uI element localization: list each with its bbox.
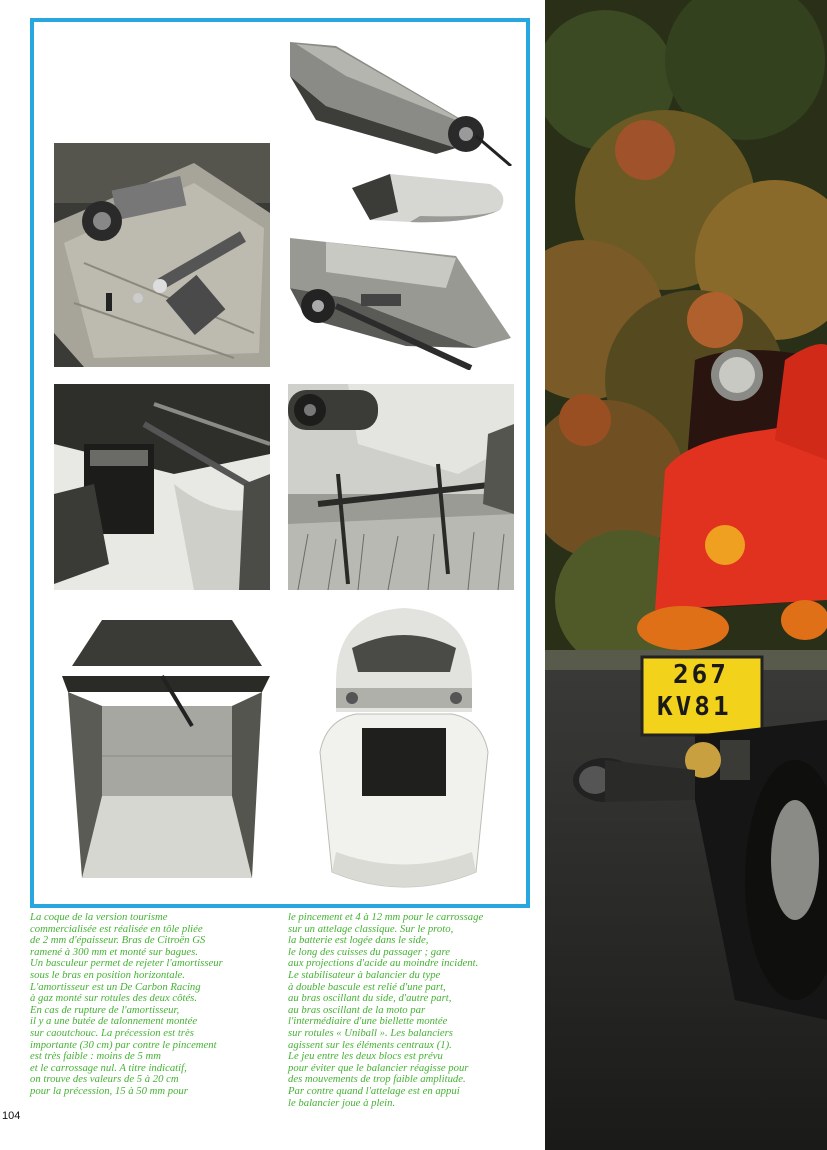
article-column-left — [30, 912, 280, 1098]
text-line: la batterie est logée dans le side, — [288, 934, 429, 947]
text-line: commercialisée est réalisée en tôle pliée — [30, 922, 203, 935]
text-line: le long des cuisses du passager ; gare — [288, 945, 450, 958]
text-line: importante (30 cm) par contre le pincement — [30, 1038, 217, 1051]
text-line: ramené à 300 mm et monté sur bagues. — [30, 945, 199, 958]
text-line: au bras oscillant de la moto par — [288, 1003, 426, 1016]
text-line: des mouvements de trop faible amplitude. — [288, 1073, 466, 1086]
photo-motorcycle-rear — [545, 0, 827, 1150]
photo-finished-shell — [316, 602, 492, 898]
license-plate-line1: 267 — [673, 660, 729, 690]
text-line: Un basculeur permet de rejeter l'amortisseur — [30, 957, 223, 970]
photo-fairing-nose — [350, 166, 512, 232]
text-line: Le jeu entre les deux blocs est prévu — [288, 1050, 443, 1063]
text-line: agissent sur les éléments centraux (1). — [288, 1038, 452, 1051]
photo-exhaust-linkage — [288, 384, 514, 590]
page-number: 104 — [2, 1110, 21, 1122]
text-line: de 2 mm d'épaisseur. Bras de Citroën GS — [30, 934, 206, 947]
text-line: sur rotules « Uniball ». Les balanciers — [288, 1026, 453, 1039]
text-line: le pincement et 4 à 12 mm pour le carrossage — [288, 911, 484, 923]
photo-battery-compartment — [54, 384, 270, 590]
photo-frame-with-arm — [286, 228, 516, 370]
photo-steel-tub — [62, 616, 270, 886]
text-line: au bras oscillant du side, d'autre part, — [288, 992, 452, 1005]
article-column-right — [288, 912, 538, 1109]
text-line: à double bascule est relié d'une part, — [288, 980, 446, 993]
text-line: sur caoutchouc. La précession est très — [30, 1026, 194, 1039]
text-line: le balancier joue à plein. — [288, 1096, 396, 1109]
text-line: et le carrossage nul. A titre indicatif, — [30, 1061, 187, 1074]
text-line: sous le bras en position horizontale. — [30, 968, 185, 981]
text-line: pour la précession, 15 à 50 mm pour — [30, 1084, 188, 1097]
license-plate-line2: KV81 — [657, 692, 732, 722]
text-line: il y a une butée de talonnement montée — [30, 1015, 198, 1028]
text-line: est très faible : moins de 5 mm — [30, 1050, 161, 1063]
text-line: En cas de rupture de l'amortisseur, — [30, 1003, 180, 1016]
text-line: l'intermédiaire d'une biellette montée — [288, 1015, 448, 1028]
text-line: on trouve des valeurs de 5 à 20 cm — [30, 1073, 179, 1086]
text-line: aux projections d'acide au moindre incident. — [288, 957, 479, 970]
text-line: pour éviter que le balancier réagisse pour — [288, 1061, 469, 1074]
text-line: Le stabilisateur à balancier du type — [288, 968, 441, 981]
text-line: à gaz monté sur rotules des deux côtés. — [30, 992, 198, 1005]
text-line: L'amortisseur est un De Carbon Racing — [30, 980, 201, 993]
photo-panel — [30, 18, 530, 908]
text-line: La coque de la version tourisme — [30, 911, 168, 923]
text-line: sur un attelage classique. Sur le proto, — [288, 922, 454, 935]
photo-sidecar-frame-side — [286, 36, 516, 174]
photo-suspension-parts — [54, 143, 270, 367]
text-line: Par contre quand l'attelage est en appui — [288, 1084, 460, 1097]
